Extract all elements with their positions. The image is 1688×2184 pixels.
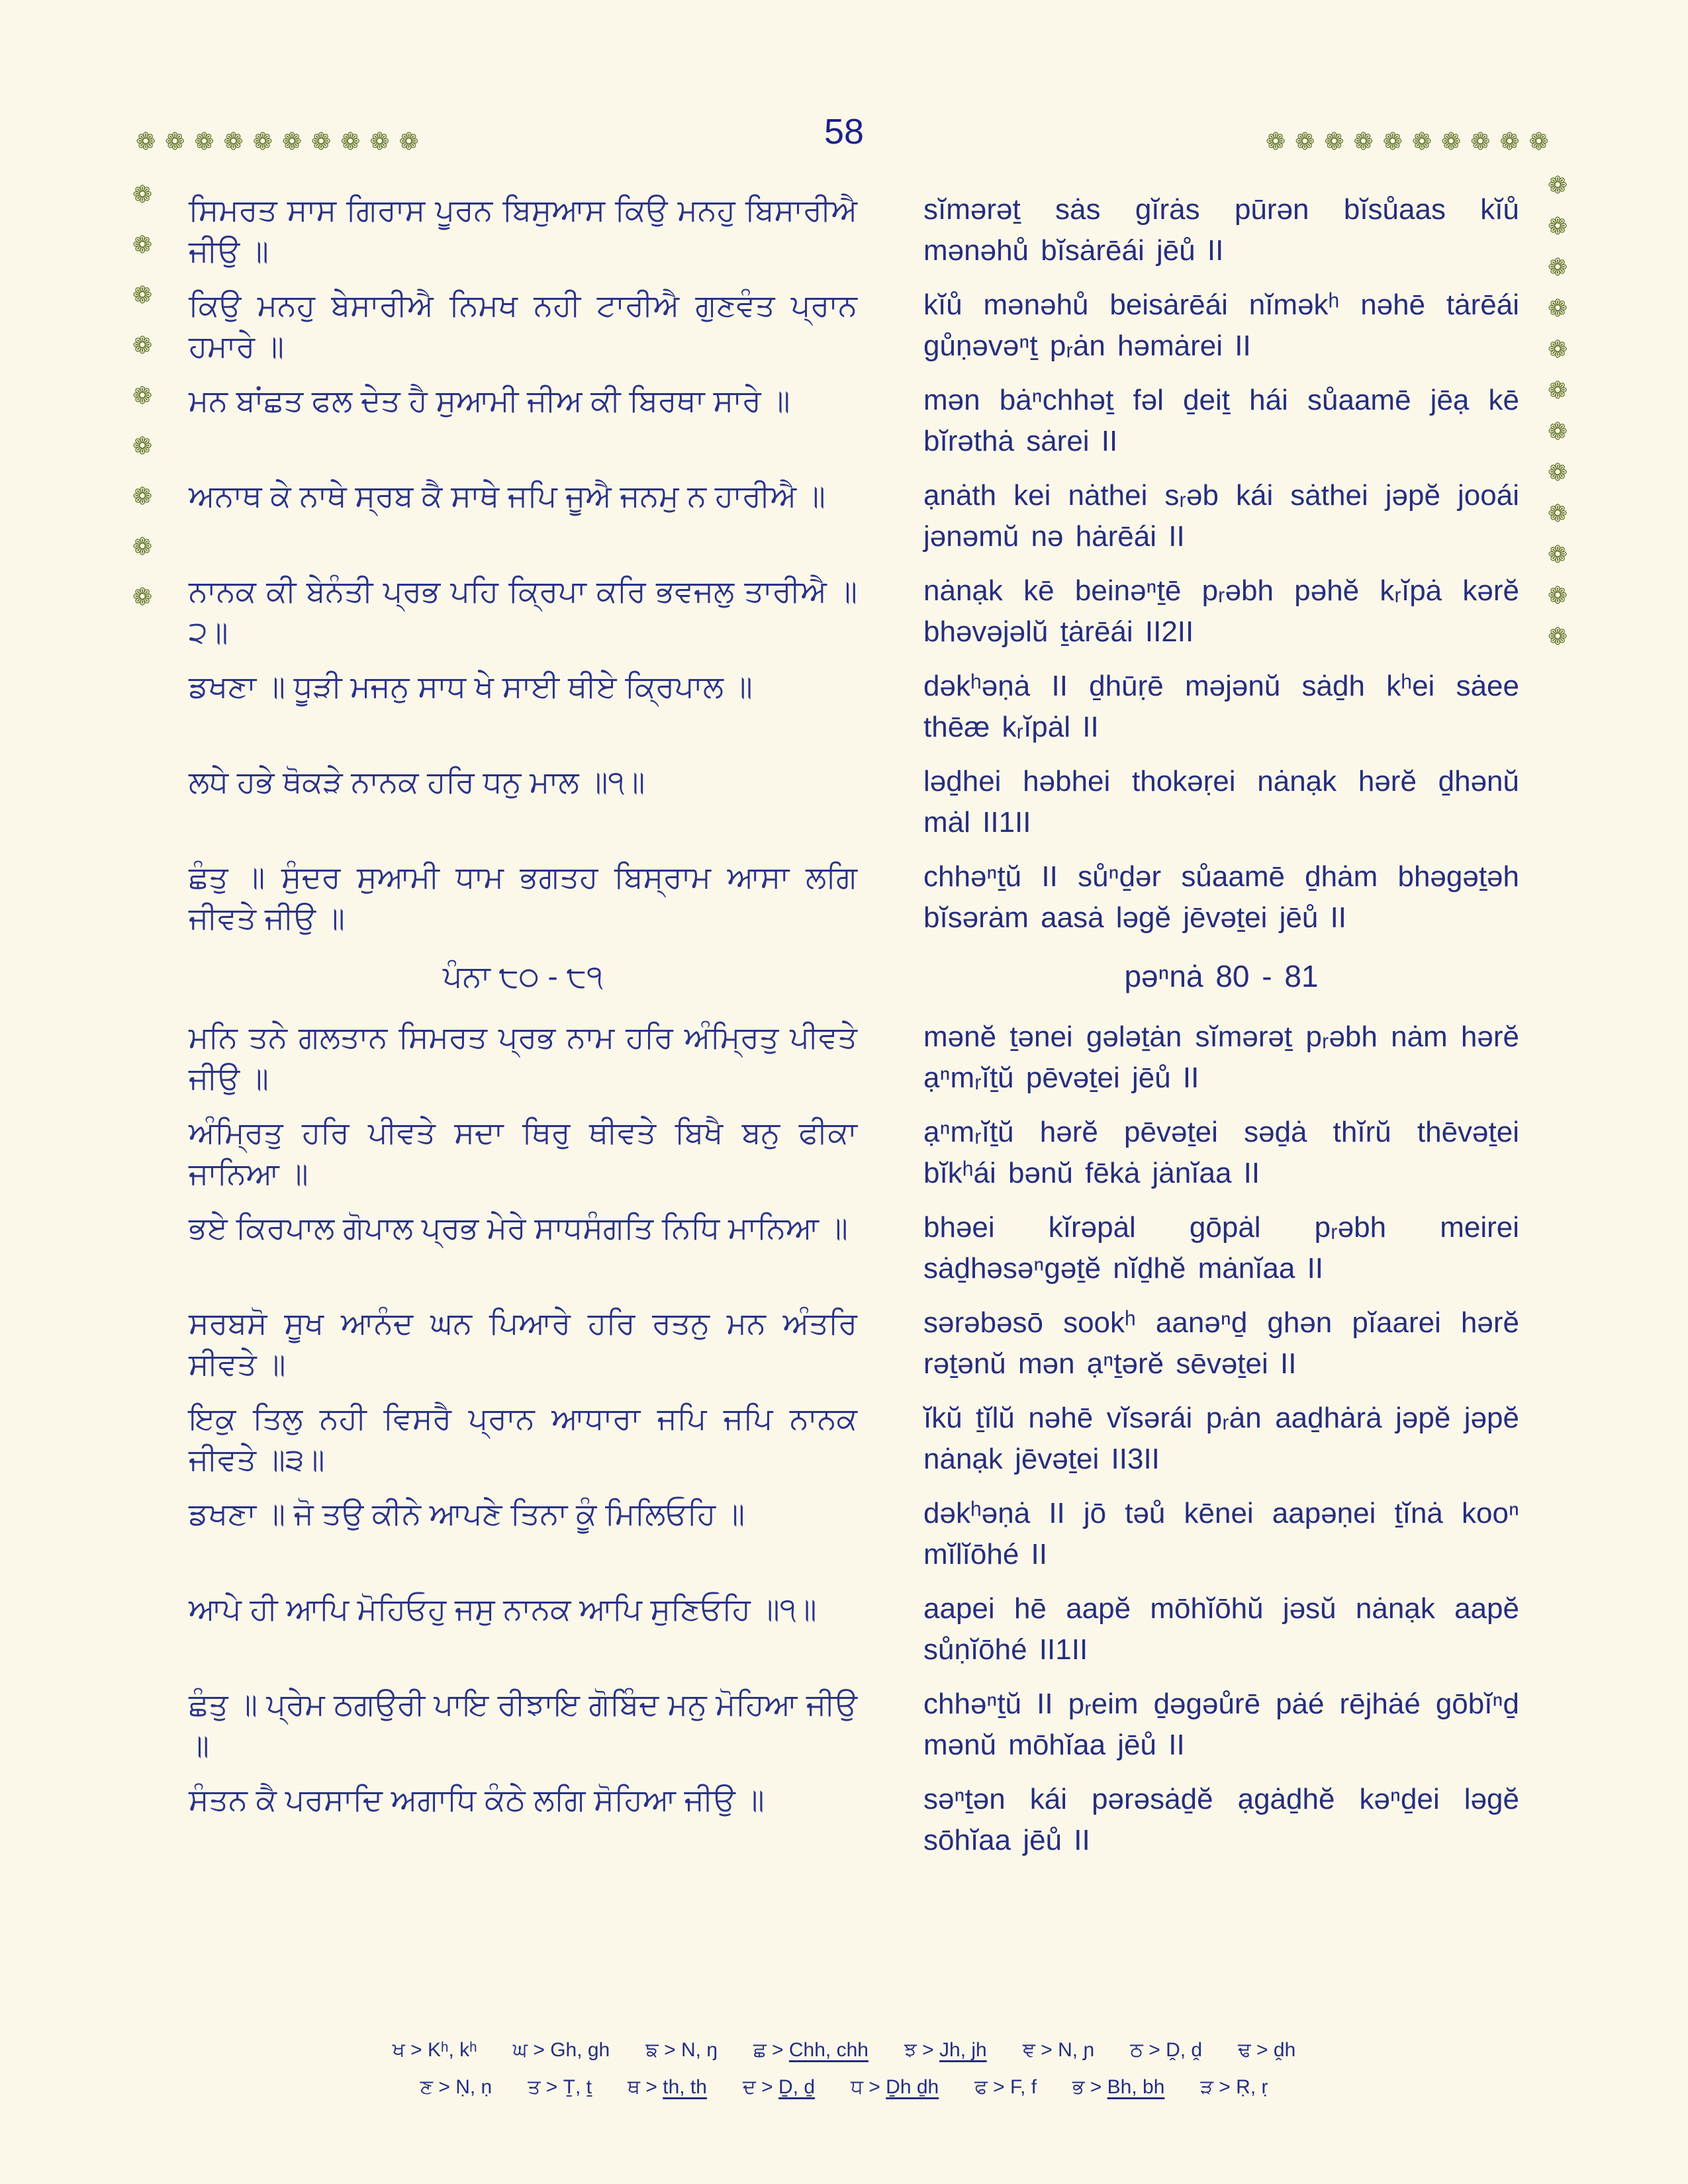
- gurmukhi-text: ਡਖਣਾ ॥ ਜੋ ਤਉ ਕੀਨੇ ਆਪਣੇ ਤਿਨਾ ਕੂੰ ਮਿਲਿਓਹਿ ॥: [189, 1496, 745, 1531]
- legend-item: [528, 2074, 592, 2101]
- verse-row: [189, 1779, 1519, 1861]
- flower-ornament-icon: ❁: [1470, 128, 1491, 155]
- gurmukhi-text: ਅੰਮ੍ਰਿਤੁ ਹਰਿ ਪੀਵਤੇ ਸਦਾ ਥਿਰੁ ਥੀਵਤੇ ਬਿਖੈ ਬਨੁ ਫੀਕਾ ਜਾਨਿਆ ॥: [189, 1115, 857, 1191]
- page-reference-row: [189, 956, 1519, 997]
- flower-ornament-icon: ❁: [136, 128, 156, 155]
- legend-roman-value: Ḏ, ḏ: [778, 2076, 816, 2098]
- legend-gurmukhi-letter: ਧ: [851, 2076, 863, 2098]
- gurmukhi-text: ਭਏ ਕਿਰਪਾਲ ਗੋਪਾਲ ਪ੍ਰਭ ਮੇਰੇ ਸਾਧਸੰਗਤਿ ਨਿਧਿ ਮਾਨਿਆ ॥: [189, 1210, 848, 1245]
- flower-ornament-icon: ❁: [132, 231, 153, 258]
- legend-roman-value: Gh, gh: [550, 2039, 610, 2061]
- legend-separator: >: [863, 2076, 886, 2098]
- flower-ornament-icon: ❁: [1548, 336, 1568, 363]
- gurmukhi-text: ਆਪੇ ਹੀ ਆਪਿ ਮੋਹਿਓਹੁ ਜਸੁ ਨਾਨਕ ਆਪਿ ਸੁਣਿਓਹਿ ॥੧॥: [189, 1592, 817, 1626]
- verse-list: [189, 189, 1519, 1874]
- flower-ornament-icon: ❁: [340, 128, 361, 155]
- transliteration-text: ləḏhei həbhei thokəṛei nȧnạk hərĕ ḏhənŭ mȧl II1II: [923, 765, 1519, 839]
- legend-gurmukhi-letter: ਫ: [974, 2076, 988, 2098]
- flower-ornament-icon: ❁: [132, 533, 153, 560]
- flower-ornament-icon: ❁: [252, 128, 273, 155]
- transliteration-text: dəkʰəṇȧ II jō təů kēnei aapəṇei ṯĭnȧ kooⁿ mĭlĭōhé II: [923, 1497, 1519, 1570]
- legend-item: [1072, 2074, 1164, 2101]
- legend-separator: >: [766, 2039, 789, 2061]
- flower-ornament-icon: ❁: [1499, 128, 1520, 155]
- legend-roman-value: N, ŋ: [680, 2039, 718, 2061]
- verse-row: [189, 856, 1519, 938]
- legend-gurmukhi-letter: ਥ: [628, 2076, 641, 2098]
- flower-ornament-icon: ❁: [223, 128, 244, 155]
- transliteration-text: chhəⁿṯŭ II pᵣeim ḏəgəůrē pȧé rējhȧé gōbĭⁿḏ mənŭ mōhĭaa jēů II: [923, 1688, 1519, 1761]
- flower-ornament-icon: ❁: [1548, 582, 1568, 609]
- legend-separator: >: [1143, 2039, 1166, 2061]
- legend-roman-value: Bh, bh: [1107, 2076, 1165, 2098]
- flower-ornament-icon: ❁: [1548, 171, 1568, 199]
- flower-ornament-icon: ❁: [1548, 212, 1568, 240]
- verse-row: [189, 285, 1519, 367]
- legend-gurmukhi-letter: ਙ: [645, 2039, 659, 2061]
- verse-row: [189, 1302, 1519, 1385]
- gurmukhi-text: ਨਾਨਕ ਕੀ ਬੇਨੰਤੀ ਪ੍ਰਭ ਪਹਿ ਕ੍ਰਿਪਾ ਕਰਿ ਭਵਜਲੁ ਤਾਰੀਐ ॥੨॥: [189, 574, 857, 649]
- verse-row: [189, 1207, 1519, 1289]
- legend-roman-value: F, f: [1010, 2076, 1037, 2098]
- flower-ornament-icon: ❁: [165, 128, 185, 155]
- legend-gurmukhi-letter: ਛ: [753, 2039, 767, 2061]
- verse-row: [189, 1684, 1519, 1766]
- legend-item: [1130, 2037, 1202, 2064]
- legend-roman-value: Chh, chh: [788, 2039, 868, 2061]
- flower-ornament-icon: ❁: [1548, 459, 1568, 486]
- gurmukhi-text: ਛੰਤੁ ॥ ਸੁੰਦਰ ਸੁਆਮੀ ਧਾਮ ਭਗਤਹ ਬਿਸ੍ਰਾਮ ਆਸਾ ਲਗਿ ਜੀਵਤੇ ਜੀਉ ॥: [189, 860, 857, 935]
- legend-roman-value: ḓh: [1273, 2039, 1296, 2061]
- transliteration-text: pəⁿnȧ 80 - 81: [1124, 959, 1319, 993]
- transliteration-text: ạnȧth kei nȧthei sᵣəb kái sȧthei jəpĕ jooái jənəmŭ nə hȧrēái II: [923, 479, 1519, 553]
- gurmukhi-text: ਮਨ ਬਾਂਛਤ ਫਲ ਦੇਤ ਹੈ ਸੁਆਮੀ ਜੀਅ ਕੀ ਬਿਰਥਾ ਸਾਰੇ ॥: [189, 383, 790, 418]
- verse-row: [189, 1588, 1519, 1670]
- legend-roman-value: Ṯ, ṯ: [563, 2076, 592, 2098]
- verse-row: [189, 761, 1519, 843]
- legend-gurmukhi-letter: ਢ: [1238, 2039, 1251, 2061]
- verse-row: [189, 475, 1519, 557]
- flower-ornament-icon: ❁: [132, 281, 153, 308]
- transliteration-text: aapei hē aapĕ mōhĭōhŭ jəsŭ nȧnạk aapĕ sůṇĭōhé II1II: [923, 1592, 1519, 1666]
- gurmukhi-text: ਮਨਿ ਤਨੇ ਗਲਤਾਨ ਸਿਮਰਤ ਪ੍ਰਭ ਨਾਮ ਹਰਿ ਅੰਮ੍ਰਿਤੁ ਪੀਵਤੇ ਜੀਉ ॥: [189, 1020, 857, 1095]
- flower-ornament-icon: ❁: [1353, 128, 1374, 155]
- flower-ornament-icon: ❁: [1528, 128, 1549, 155]
- legend-gurmukhi-letter: ਖ: [392, 2039, 405, 2061]
- legend-separator: >: [987, 2076, 1011, 2098]
- legend-item: [513, 2037, 610, 2064]
- flower-ornament-icon: ❁: [132, 432, 153, 459]
- flower-ornament-icon: ❁: [1548, 295, 1568, 322]
- flower-ornament-icon: ❁: [1382, 128, 1403, 155]
- legend-row-2: [0, 2074, 1688, 2101]
- verse-row: [189, 189, 1519, 271]
- legend-roman-value: Ṛ, ṛ: [1236, 2076, 1268, 2098]
- legend-gurmukhi-letter: ਣ: [420, 2076, 434, 2098]
- flower-ornament-icon: ❁: [194, 128, 214, 155]
- verse-row: [189, 1398, 1519, 1480]
- legend-separator: >: [433, 2076, 456, 2098]
- transliteration-text: mən bȧⁿchhəṯ fəl ḏeiṯ hái sůaamē jēạ kē bĭrəthȧ sȧrei II: [923, 384, 1519, 457]
- flower-ornament-icon: ❁: [132, 181, 153, 208]
- transliteration-text: səⁿṯən kái pərəsȧḏĕ ạgȧḏhĕ kəⁿḏei ləgĕ sōhĭaa jēů II: [923, 1783, 1519, 1856]
- ornament-column-left: [132, 183, 152, 609]
- legend-roman-value: N, ɲ: [1058, 2039, 1095, 2061]
- legend-roman-value: Kʰ, kʰ: [427, 2039, 477, 2061]
- legend-separator: >: [540, 2076, 563, 2098]
- ornament-column-right: [1548, 173, 1568, 649]
- legend-gurmukhi-letter: ਦ: [742, 2076, 756, 2098]
- flower-ornament-icon: ❁: [1548, 623, 1568, 650]
- flower-ornament-icon: ❁: [281, 128, 303, 155]
- legend-gurmukhi-letter: ਠ: [1130, 2039, 1143, 2061]
- flower-ornament-icon: ❁: [1548, 377, 1568, 404]
- gurmukhi-text: ਅਨਾਥ ਕੇ ਨਾਥੇ ਸ੍ਰਬ ਕੈ ਸਾਥੇ ਜਪਿ ਜੂਐ ਜਨਮੁ ਨ ਹਾਰੀਐ ॥: [189, 478, 825, 513]
- legend-separator: >: [1250, 2039, 1274, 2061]
- verse-row: [189, 1112, 1519, 1194]
- flower-ornament-icon: ❁: [1266, 128, 1286, 155]
- gurmukhi-text: ਪੰਨਾ ੮੦ - ੮੧: [443, 959, 603, 993]
- legend-item: [393, 2037, 477, 2064]
- transliteration-text: ĭkŭ ṯĭlŭ nəhē vĭsərái pᵣȧn aaḏhȧrȧ jəpĕ jəpĕ nȧnạk jēvəṯei II3II: [923, 1402, 1519, 1475]
- transliteration-text: kĭů mənəhů beisȧrēái nĭməkʰ nəhē tȧrēái gůṇəvəⁿṯ pᵣȧn həmȧrei II: [923, 289, 1519, 362]
- flower-ornament-icon: ❁: [311, 128, 332, 155]
- flower-ornament-icon: ❁: [1548, 500, 1568, 527]
- legend-item: [974, 2074, 1037, 2101]
- legend-roman-value: Ḓ, ḓ: [1166, 2039, 1203, 2061]
- legend-gurmukhi-letter: ਝ: [904, 2039, 917, 2061]
- transliteration-text: nȧnạk kē beinəⁿṯē pᵣəbh pəhĕ kᵣĭpȧ kərĕ bhəvəjəlŭ ṯȧrēái II2II: [923, 574, 1519, 648]
- legend-row-1: [0, 2037, 1688, 2064]
- transliteration-text: bhəei kĭrəpȧl gōpȧl pᵣəbh meirei sȧḏhəsəⁿgəṯĕ nĭḏhĕ mȧnĭaa II: [923, 1211, 1519, 1285]
- flower-ornament-icon: ❁: [1324, 128, 1344, 155]
- verse-row: [189, 1017, 1519, 1099]
- gurmukhi-text: ਛੰਤੁ ॥ ਪ੍ਰੇਮ ਠਗਉਰੀ ਪਾਇ ਰੀਝਾਇ ਗੋਬਿੰਦ ਮਨੁ ਮੋਹਿਆ ਜੀਉ ॥: [189, 1687, 857, 1762]
- transliteration-text: sərəbəsō sookʰ aanəⁿḏ ghən pĭaarei hərĕ rəṯənŭ mən ạⁿṯərĕ sēvəṯei II: [923, 1306, 1519, 1380]
- legend-gurmukhi-letter: ੜ: [1200, 2076, 1213, 2098]
- flower-ornament-icon: ❁: [1295, 128, 1315, 155]
- legend-roman-value: th, th: [663, 2076, 707, 2098]
- legend-item: [645, 2037, 718, 2064]
- gurmukhi-text: ਇਕੁ ਤਿਲੁ ਨਹੀ ਵਿਸਰੈ ਪ੍ਰਾਨ ਆਧਾਰਾ ਜਪਿ ਜਪਿ ਨਾਨਕ ਜੀਵਤੇ ॥੩॥: [189, 1401, 857, 1477]
- transliteration-legend: [0, 2037, 1688, 2111]
- legend-separator: >: [404, 2039, 428, 2061]
- legend-gurmukhi-letter: ਭ: [1072, 2076, 1085, 2098]
- legend-separator: >: [658, 2039, 681, 2061]
- legend-separator: >: [527, 2039, 551, 2061]
- transliteration-text: ạⁿmᵣĭṯŭ hərĕ pēvəṯei səḏȧ thĭrŭ thēvəṯei bĭkʰái bənŭ fēkȧ jȧnĭaa II: [923, 1116, 1519, 1189]
- legend-item: [1023, 2037, 1094, 2064]
- legend-separator: >: [916, 2039, 940, 2061]
- flower-ornament-icon: ❁: [369, 128, 390, 155]
- legend-item: [851, 2074, 939, 2101]
- flower-ornament-icon: ❁: [132, 583, 153, 610]
- transliteration-text: sĭmərəṯ sȧs gĭrȧs pūrən bĭsůaas kĭů mənəhů bĭsȧrēái jēů II: [923, 193, 1519, 267]
- legend-item: [1238, 2037, 1295, 2064]
- gurmukhi-text: ਲਧੇ ਹਭੇ ਥੋਕੜੇ ਨਾਨਕ ਹਰਿ ਧਨੁ ਮਾਲ ॥੧॥: [189, 764, 645, 799]
- legend-item: [628, 2074, 707, 2101]
- flower-ornament-icon: ❁: [1548, 253, 1568, 281]
- legend-gurmukhi-letter: ਤ: [528, 2076, 541, 2098]
- legend-separator: >: [1035, 2039, 1058, 2061]
- legend-roman-value: Ḏh ḏh: [886, 2076, 939, 2098]
- flower-ornament-icon: ❁: [1548, 418, 1568, 445]
- gurmukhi-text: ਕਿਉ ਮਨਹੁ ਬੇਸਾਰੀਐ ਨਿਮਖ ਨਹੀ ਟਾਰੀਐ ਗੁਣਵੰਤ ਪ੍ਰਾਨ ਹਮਾਰੇ ॥: [189, 288, 857, 363]
- flower-ornament-icon: ❁: [1411, 128, 1432, 155]
- flower-ornament-icon: ❁: [132, 382, 153, 409]
- legend-gurmukhi-letter: ਞ: [1022, 2039, 1035, 2061]
- legend-item: [1200, 2074, 1268, 2101]
- gurmukhi-text: ਸਰਬਸੋ ਸੂਖ ਆਨੰਦ ਘਨ ਪਿਆਰੇ ਹਰਿ ਰਤਨੁ ਮਨ ਅੰਤਰਿ ਸੀਵਤੇ ॥: [189, 1306, 857, 1381]
- flower-ornament-icon: ❁: [132, 332, 153, 359]
- legend-separator: >: [640, 2076, 663, 2098]
- legend-roman-value: Jh, jh: [939, 2039, 987, 2061]
- flower-ornament-icon: ❁: [132, 482, 153, 510]
- gurmukhi-text: ਡਖਣਾ ॥ ਧੂੜੀ ਮਜਨੁ ਸਾਧ ਖੇ ਸਾਈ ਥੀਏ ਕ੍ਰਿਪਾਲ ॥: [189, 669, 753, 704]
- legend-item: [420, 2074, 492, 2101]
- legend-item: [743, 2074, 815, 2101]
- legend-separator: >: [1213, 2076, 1237, 2098]
- transliteration-text: mənĕ ṯənei gələṯȧn sĭmərəṯ pᵣəbh nȧm hərĕ ạⁿmᵣĭṯŭ pēvəṯei jēů II: [923, 1021, 1519, 1094]
- ornament-row-top-right: [1266, 130, 1549, 154]
- verse-row: [189, 1493, 1519, 1575]
- verse-row: [189, 380, 1519, 462]
- legend-gurmukhi-letter: ਘ: [512, 2039, 528, 2061]
- legend-separator: >: [1084, 2076, 1107, 2098]
- ornament-row-top-left: [136, 130, 419, 154]
- transliteration-text: chhəⁿṯŭ II sůⁿḏər sůaamē ḏhȧm bhəgəṯəh bĭsərȧm aasȧ ləgĕ jēvəṯei jēů II: [923, 860, 1519, 934]
- legend-item: [753, 2037, 868, 2064]
- page-number: 58: [823, 112, 865, 152]
- verse-row: [189, 666, 1519, 748]
- flower-ornament-icon: ❁: [1441, 128, 1462, 155]
- gurmukhi-text: ਸਿਮਰਤ ਸਾਸ ਗਿਰਾਸ ਪੂਰਨ ਬਿਸੁਆਸ ਕਿਉ ਮਨਹੁ ਬਿਸਾਰੀਐ ਜੀਉ ॥: [189, 193, 857, 268]
- legend-roman-value: Ṇ, ṇ: [455, 2076, 492, 2098]
- transliteration-text: dəkʰəṇȧ II ḏhūṛē məjənŭ sȧḏh kʰei sȧee thēæ kᵣĭpȧl II: [923, 670, 1519, 743]
- gurmukhi-text: ਸੰਤਨ ਕੈ ਪਰਸਾਦਿ ਅਗਾਧਿ ਕੰਠੇ ਲਗਿ ਸੋਹਿਆ ਜੀਉ ॥: [189, 1782, 765, 1817]
- verse-row: [189, 570, 1519, 653]
- legend-separator: >: [755, 2076, 779, 2098]
- flower-ornament-icon: ❁: [399, 128, 419, 155]
- flower-ornament-icon: ❁: [1548, 541, 1568, 568]
- legend-item: [904, 2037, 987, 2064]
